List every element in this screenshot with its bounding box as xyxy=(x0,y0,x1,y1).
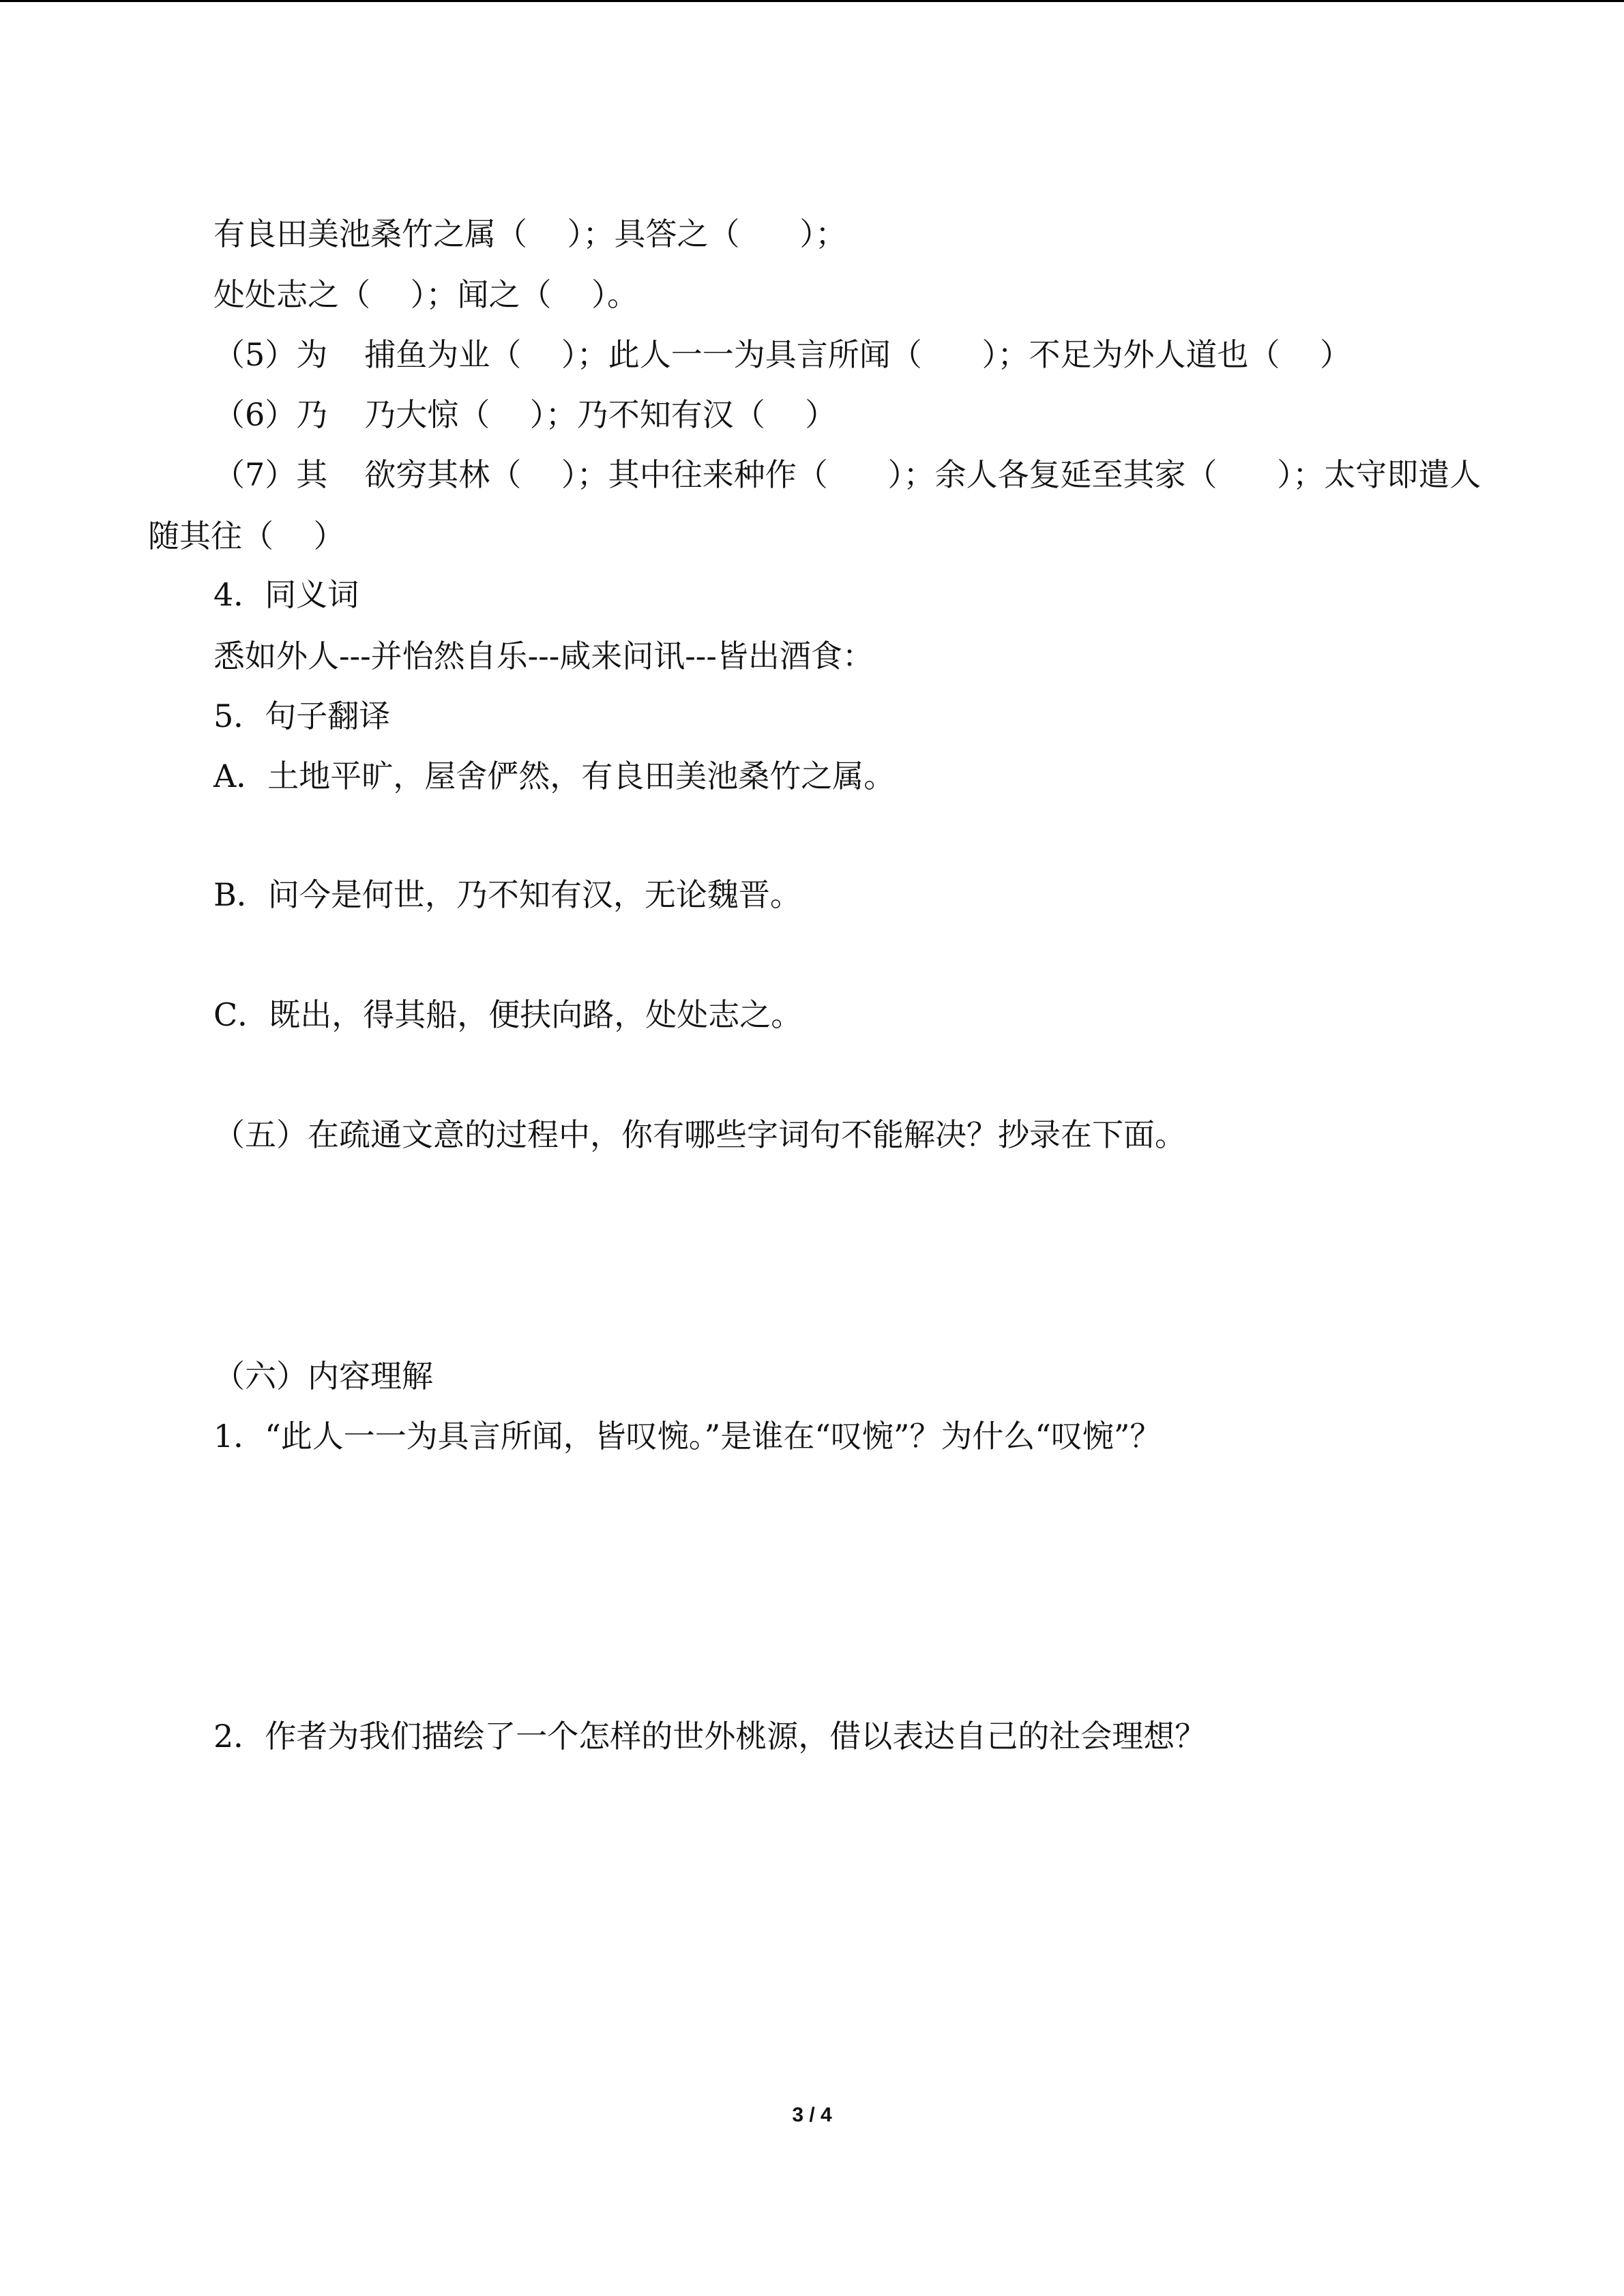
question-2 xyxy=(213,1718,1207,1755)
word-item-label: （5）为 xyxy=(213,336,328,373)
sentence-label: A． xyxy=(213,758,268,794)
sentence-text: 问今是何世，乃不知有汉，无论魏晋。 xyxy=(267,876,801,913)
sentence-label: B． xyxy=(213,876,268,913)
section-6-heading: （六）内容理解 xyxy=(213,1358,433,1395)
word-item-text: 捕鱼为业（ ）；此人一一为具言所闻（ ）；不足为外人道也（ ） xyxy=(364,336,1351,373)
sentence-label: C． xyxy=(213,996,269,1033)
continuation-line-2: 处处志之（ ）；闻之（ ）。 xyxy=(213,276,638,313)
word-item-7-continuation: 随其往（ ） xyxy=(148,518,345,554)
answer-space-section-5 xyxy=(213,1159,1509,1350)
answer-space-a xyxy=(213,798,1509,873)
answer-space-question-1 xyxy=(213,1459,1509,1705)
translation-sentence-b xyxy=(213,876,801,913)
word-item-text: 欲穷其林（ ）；其中往来种作（ ）；余人各复延至其家（ ）；太守即遣人 xyxy=(364,456,1481,493)
section-5-prompt: （五）在疏通文意的过程中，你有哪些字词句不能解决？抄录在下面。 xyxy=(213,1116,1186,1153)
continuation-line-1: 有良田美池桑竹之属（ ）；具答之（ ）； xyxy=(213,215,847,252)
word-item-label: （6）乃 xyxy=(213,396,328,433)
question-number: 2． xyxy=(213,1718,265,1755)
page-top-border xyxy=(0,0,1624,2)
word-item-7 xyxy=(213,456,1481,493)
question-1 xyxy=(213,1418,1162,1455)
word-item-label: （7）其 xyxy=(213,456,328,493)
synonyms-text: 悉如外人---并怡然自乐---咸来问讯---皆出酒食： xyxy=(213,638,874,674)
page-number: 3 / 4 xyxy=(792,2104,832,2126)
sentence-text: 土地平旷，屋舍俨然，有良田美池桑竹之属。 xyxy=(267,758,896,794)
synonyms-heading: 4．同义词 xyxy=(213,576,359,613)
sentence-text: 既出，得其船，便扶向路，处处志之。 xyxy=(269,996,803,1033)
translation-sentence-a xyxy=(213,760,895,792)
answer-space-question-2 xyxy=(213,1759,1509,2073)
translation-heading: 5．句子翻译 xyxy=(213,698,391,734)
question-text: 作者为我们描绘了一个怎样的世外桃源，借以表达自己的社会理想？ xyxy=(265,1718,1207,1755)
answer-space-b xyxy=(213,917,1509,992)
word-item-text: 乃大惊（ ）；乃不知有汉（ ） xyxy=(364,396,837,433)
question-number: 1． xyxy=(213,1418,265,1455)
answer-space-c xyxy=(213,1037,1509,1112)
question-text: “此人一一为具言所闻，皆叹惋。”是谁在“叹惋”？为什么“叹惋”？ xyxy=(265,1418,1162,1455)
word-item-5 xyxy=(213,336,1351,373)
word-item-6 xyxy=(213,396,837,433)
translation-sentence-c xyxy=(213,996,803,1033)
